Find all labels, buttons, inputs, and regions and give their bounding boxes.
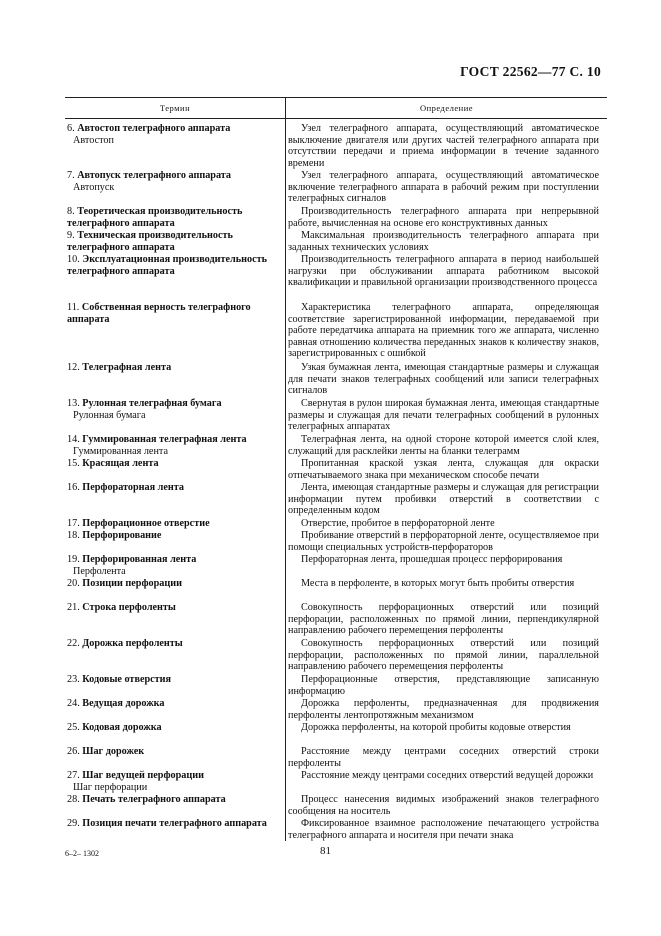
term-9: 9. Техническая производительность телеграфного аппарата (67, 230, 233, 253)
definition-7: Узел телеграфного аппарата, осуществляющий автоматическое включение телеграфного аппарата в рабочий режим при поступлении телеграфных сигналов (288, 170, 599, 205)
term-21: 21. Строка перфоленты (67, 602, 176, 613)
term-29: 29. Позиция печати телеграфного аппарата (67, 818, 267, 829)
column-divider (285, 117, 286, 841)
term-11: 11. Собственная верность телеграфного аппарата (67, 302, 251, 325)
definition-28: Процесс нанесения видимых изображений знаков телеграфного сообщения на носитель (288, 794, 599, 817)
page-number: 81 (320, 845, 331, 857)
term-10: 10. Эксплуатационная производительность телеграфного аппарата (67, 254, 268, 277)
definition-13: Свернутая в рулон широкая бумажная лента, имеющая стандартные размеры и служащая для печати телеграфных сообщений в рулонных телеграфных аппаратах (288, 398, 599, 433)
term-18: 18. Перфорирование (67, 530, 162, 541)
term-16: 16. Перфораторная лента (67, 482, 185, 493)
definition-9: Максимальная производительность телеграфного аппарата при заданных технических условиях (288, 230, 599, 253)
definition-17: Отверстие, пробитое в перфораторной ленте (301, 518, 495, 529)
term-7: 7. Автопуск телеграфного аппарата Автопуск (67, 170, 232, 193)
definition-12: Узкая бумажная лента, имеющая стандартные размеры и служащая для печати знаков телеграфных сообщений или записи телеграфных сигналов (288, 362, 599, 397)
term-12: 12. Телеграфная лента (67, 362, 172, 373)
definition-16: Лента, имеющая стандартные размеры и служащая для регистрации информации путем пробивки отверстий в соответствии с определенным кодом (288, 482, 599, 517)
definition-19: Перфораторная лента, прошедшая процесс перфорирования (301, 554, 563, 565)
term-15: 15. Красящая лента (67, 458, 159, 469)
term-13: 13. Рулонная телеграфная бумага Рулонная бумага (67, 398, 222, 421)
definition-6: Узел телеграфного аппарата, осуществляющий автоматическое выключение двигателя или других частей телеграфного аппарата при отсутствии передачи и приема информации в течение заданного времени (288, 123, 599, 169)
definition-23: Перфорационные отверстия, представляющие записанную информацию (288, 674, 599, 697)
term-14: 14. Гуммированная телеграфная лента Гуммированная лента (67, 434, 247, 457)
definition-18: Пробивание отверстий в перфораторной ленте, осуществляемое при помощи специальных устройств-перфораторов (288, 530, 599, 553)
table-header (65, 97, 607, 119)
term-23: 23. Кодовые отверстия (67, 674, 172, 685)
print-code: 6–2– 1302 (65, 849, 99, 858)
term-19: 19. Перфорированная лента Перфолента (67, 554, 197, 577)
definition-22: Совокупность перфорационных отверстий или позиций перфорации, расположенных по прямой линии, параллельной направлению рабочего перемещения перфоленты (288, 638, 599, 673)
definition-25: Дорожка перфоленты, на которой пробиты кодовые отверстия (301, 722, 571, 733)
definition-8: Производительность телеграфного аппарата при непрерывной работе, вычисленная на основе его конструктивных данных (288, 206, 599, 229)
definition-15: Пропитанная краской узкая лента, служащая для окраски отпечатываемого знака при механическом способе печати (288, 458, 599, 481)
definition-24: Дорожка перфоленты, предназначенная для продвижения перфоленты лентопротяжным механизмом (288, 698, 599, 721)
definition-11: Характеристика телеграфного аппарата, определяющая соответствие зарегистрированной информации, передаваемой при работе передатчика аппарата на приемник того же аппарата, численно равная отношению количества переданных знаков к количеству знаков, зарегистрированных с ошибкой (288, 302, 599, 360)
term-6: 6. Автостоп телеграфного аппарата Автостоп (67, 123, 231, 146)
definition-29: Фиксированное взаимное расположение печатающего устройства телеграфного аппарата и носителя при печати знака (288, 818, 599, 841)
definition-14: Телеграфная лента, на одной стороне которой имеется слой клея, служащий для расклейки ленты на бланки телеграмм (288, 434, 599, 457)
definition-10: Производительность телеграфного аппарата в период наибольшей нагрузки при обслуживании аппарата работником высокой квалификации и правильной организации производственного процесса (288, 254, 599, 289)
term-28: 28. Печать телеграфного аппарата (67, 794, 226, 805)
term-27: 27. Шаг ведущей перфорации Шаг перфорации (67, 770, 204, 793)
document-reference: ГОСТ 22562—77 С. 10 (460, 64, 601, 79)
term-17: 17. Перфорационное отверстие (67, 518, 210, 529)
definition-21: Совокупность перфорационных отверстий или позиций перфорации, расположенных по прямой линии, перпендикулярной направлению рабочего перемещения перфоленты (288, 602, 599, 637)
column-header-term: Термин (65, 98, 286, 118)
definition-27: Расстояние между центрами соседних отверстий ведущей дорожки (301, 770, 594, 781)
term-22: 22. Дорожка перфоленты (67, 638, 183, 649)
definition-20: Места в перфоленте, в которых могут быть пробиты отверстия (301, 578, 575, 589)
term-24: 24. Ведущая дорожка (67, 698, 165, 709)
term-8: 8. Теоретическая производительность телеграфного аппарата (67, 206, 243, 229)
term-20: 20. Позиции перфорации (67, 578, 182, 589)
term-25: 25. Кодовая дорожка (67, 722, 162, 733)
column-header-definition: Определение (419, 103, 474, 113)
definition-26: Расстояние между центрами соседних отверстий строки перфоленты (288, 746, 599, 769)
term-26: 26. Шаг дорожек (67, 746, 145, 757)
